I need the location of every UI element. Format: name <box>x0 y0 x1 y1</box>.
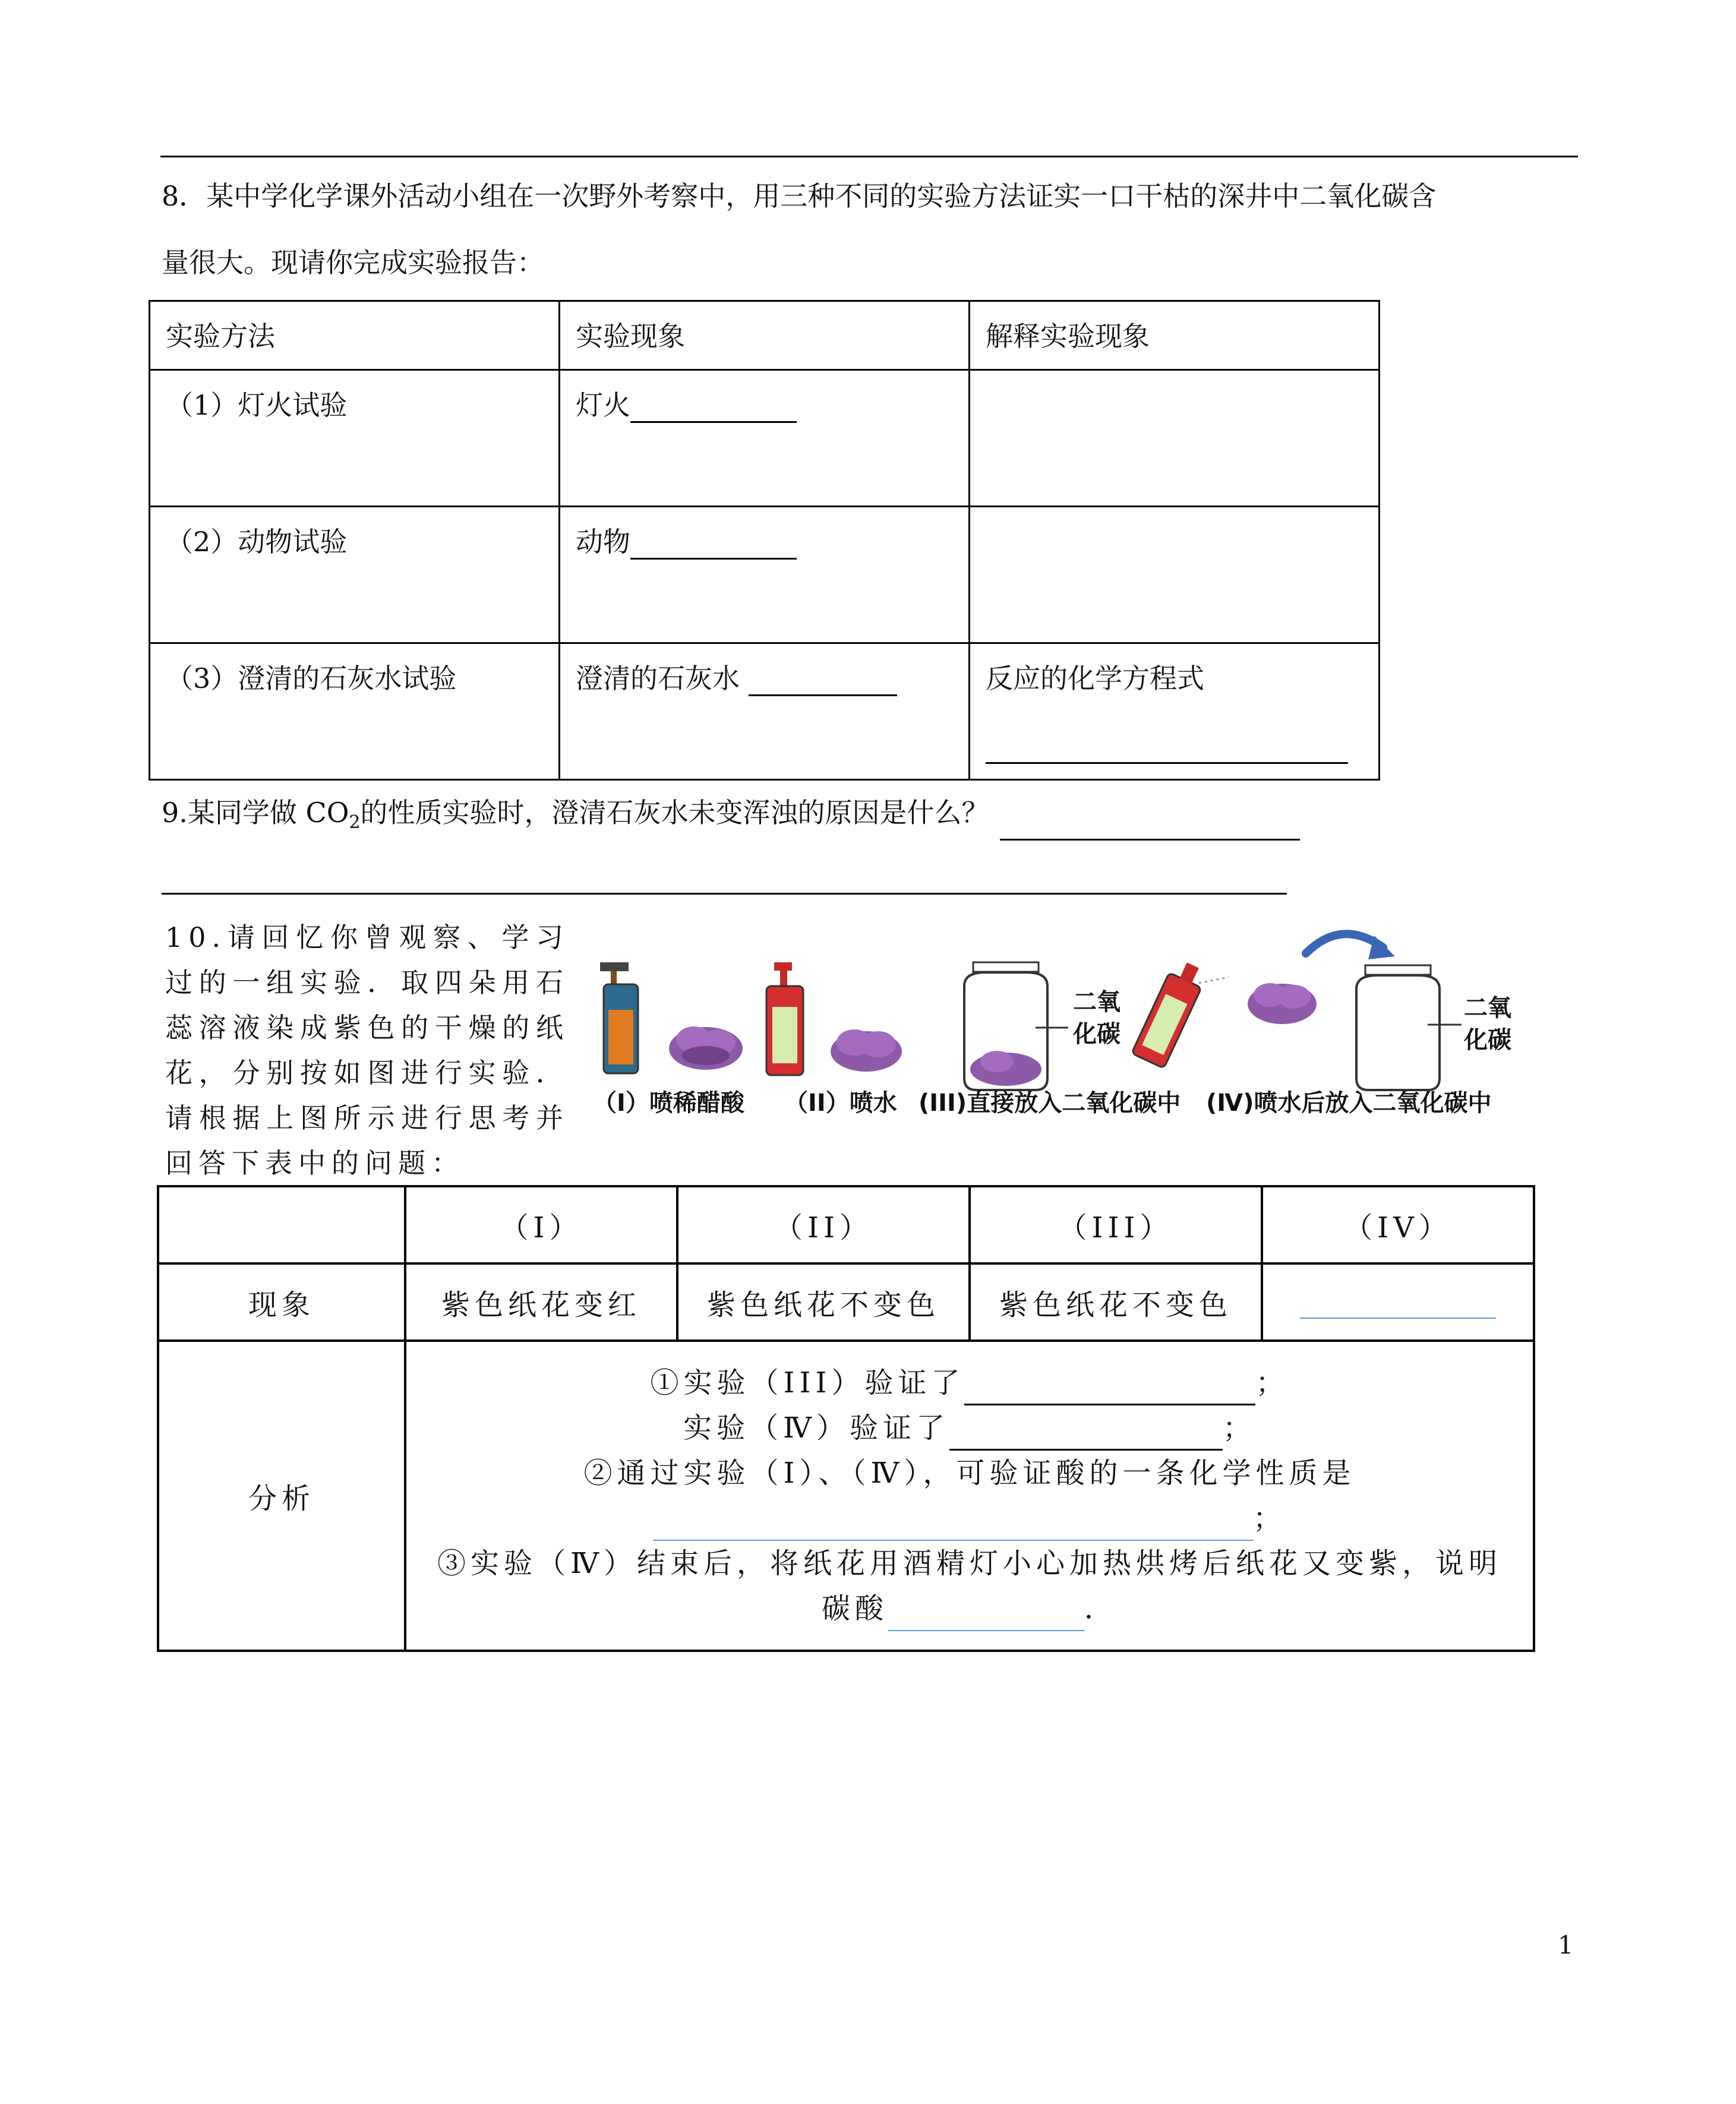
t2-header-empty <box>158 1186 405 1263</box>
t1-row3-explain <box>970 643 1380 780</box>
flower-experiment-table <box>157 1185 1535 1652</box>
t1-header-method: 实验方法 <box>150 301 560 370</box>
figure-label-1: （Ⅰ）喷稀醋酸 <box>593 1089 744 1117</box>
t2-phenomenon-1: 紫色纸花变红 <box>405 1263 677 1341</box>
co2-label-1: 二氧 化碳 <box>1073 988 1120 1048</box>
analysis-l4-end: ； <box>1252 1502 1286 1535</box>
t1-row1-explain[interactable] <box>970 370 1380 507</box>
t1-row1-phenomenon <box>560 370 970 507</box>
co2-label-2: 二氧 化碳 <box>1464 994 1511 1054</box>
t1-row1-method: （1）灯火试验 <box>150 370 560 507</box>
t2-phenomenon-label: 现象 <box>158 1263 405 1341</box>
t2-analysis-label: 分析 <box>158 1341 405 1651</box>
experiment-report-table <box>149 300 1380 781</box>
analysis-line-6 <box>406 1586 1533 1631</box>
equation-blank[interactable] <box>986 735 1348 764</box>
t1-header-phenomenon: 实验现象 <box>560 301 970 370</box>
t1-row2-phenomenon-text: 动物 <box>576 526 630 558</box>
t2-header-1: （I） <box>405 1186 677 1263</box>
curved-arrow-icon <box>1306 934 1395 959</box>
q9-answer-line[interactable] <box>162 893 1287 895</box>
analysis-line-3: ②通过实验（I）、（Ⅳ），可验证酸的一条化学性质是 <box>583 1457 1356 1490</box>
analysis-l6-end: ． <box>1084 1592 1118 1625</box>
figure-label-3: (III)直接放入二氧化碳中 <box>918 1089 1181 1117</box>
figure-label-2: （II）喷水 <box>784 1089 897 1117</box>
answer-blank[interactable] <box>630 530 797 560</box>
t1-row3-phenomenon-text: 澄清的石灰水 <box>576 662 740 694</box>
analysis-line-1 <box>406 1360 1533 1405</box>
t2-header-2: （II） <box>677 1186 970 1263</box>
analysis-line-5: ③实验（Ⅳ）结束后，将纸花用酒精灯小心加热烘烤后纸花又变紫，说明 <box>437 1547 1502 1580</box>
spray-bottle-icon <box>600 962 638 1073</box>
figure-label-4: (Ⅳ)喷水后放入二氧化碳中 <box>1206 1089 1492 1117</box>
q8-line2: 量很大。现请你完成实验报告： <box>162 247 544 279</box>
t1-row2-phenomenon <box>560 507 970 643</box>
gas-jar-icon <box>1356 965 1462 1090</box>
t1-row2-explain[interactable] <box>970 507 1380 643</box>
q9-sub: 2 <box>349 812 361 833</box>
top-rule <box>160 156 1578 157</box>
t1-header-explain: 解释实验现象 <box>970 301 1380 370</box>
purple-flower-icon <box>669 1026 743 1070</box>
purple-flower-icon <box>1248 983 1317 1024</box>
t2-analysis-cell <box>405 1341 1534 1651</box>
t2-phenomenon-2: 紫色纸花不变色 <box>677 1263 970 1341</box>
t1-row3-phenomenon <box>560 643 970 780</box>
gas-jar-icon <box>964 962 1068 1090</box>
analysis-blank-2[interactable] <box>949 1421 1223 1451</box>
q9-suffix: 的性质实验时，澄清石灰水未变浑浊的原因是什么？ <box>360 797 989 829</box>
analysis-blank-3[interactable] <box>653 1512 1253 1541</box>
q9-line <box>162 795 1300 841</box>
answer-blank[interactable] <box>749 667 897 696</box>
analysis-l1-end: ； <box>1255 1366 1289 1399</box>
phenomenon-4-blank[interactable] <box>1300 1290 1496 1319</box>
t1-row3-explain-text: 反应的化学方程式 <box>986 662 1204 694</box>
q9-prefix: 9.某同学做 CO <box>162 797 349 829</box>
spray-bottle-icon <box>1132 958 1229 1069</box>
spray-bottle-icon <box>766 962 803 1075</box>
q8-line1: 8．某中学化学课外活动小组在一次野外考察中，用三种不同的实验方法证实一口干枯的深井中二氧化碳含 <box>162 180 1437 212</box>
experiment-figure <box>593 906 1544 1138</box>
q10-text: 10.请回忆你曾观察、学习过的一组实验．取四朵用石蕊溶液染成紫色的干燥的纸花，分别按如图进行实验．请根据上图所示进行思考并回答下表中的问题： <box>165 921 569 1179</box>
t2-header-3: （III） <box>970 1186 1262 1263</box>
answer-blank[interactable] <box>630 394 797 423</box>
page-number: 1 <box>1558 1931 1574 1960</box>
analysis-blank-1[interactable] <box>964 1376 1255 1405</box>
analysis-l2-end: ； <box>1222 1411 1256 1445</box>
analysis-line-2 <box>406 1405 1533 1451</box>
purple-flower-icon <box>831 1029 902 1072</box>
analysis-l6-text: 碳酸 <box>821 1592 888 1625</box>
analysis-l2-text: 实验（Ⅳ）验证了 <box>683 1411 949 1445</box>
analysis-l1-text: ①实验（III）验证了 <box>650 1366 965 1399</box>
t2-header-4: （IV） <box>1262 1186 1534 1263</box>
t1-row2-method: （2）动物试验 <box>150 507 560 643</box>
t1-row3-method: （3）澄清的石灰水试验 <box>150 643 560 780</box>
t2-phenomenon-4 <box>1262 1263 1534 1341</box>
t2-phenomenon-3: 紫色纸花不变色 <box>970 1263 1262 1341</box>
analysis-blank-4[interactable] <box>888 1603 1084 1631</box>
analysis-line-4 <box>406 1496 1533 1541</box>
t1-row1-phenomenon-text: 灯火 <box>576 389 630 421</box>
q9-answer-blank[interactable] <box>1000 811 1300 841</box>
